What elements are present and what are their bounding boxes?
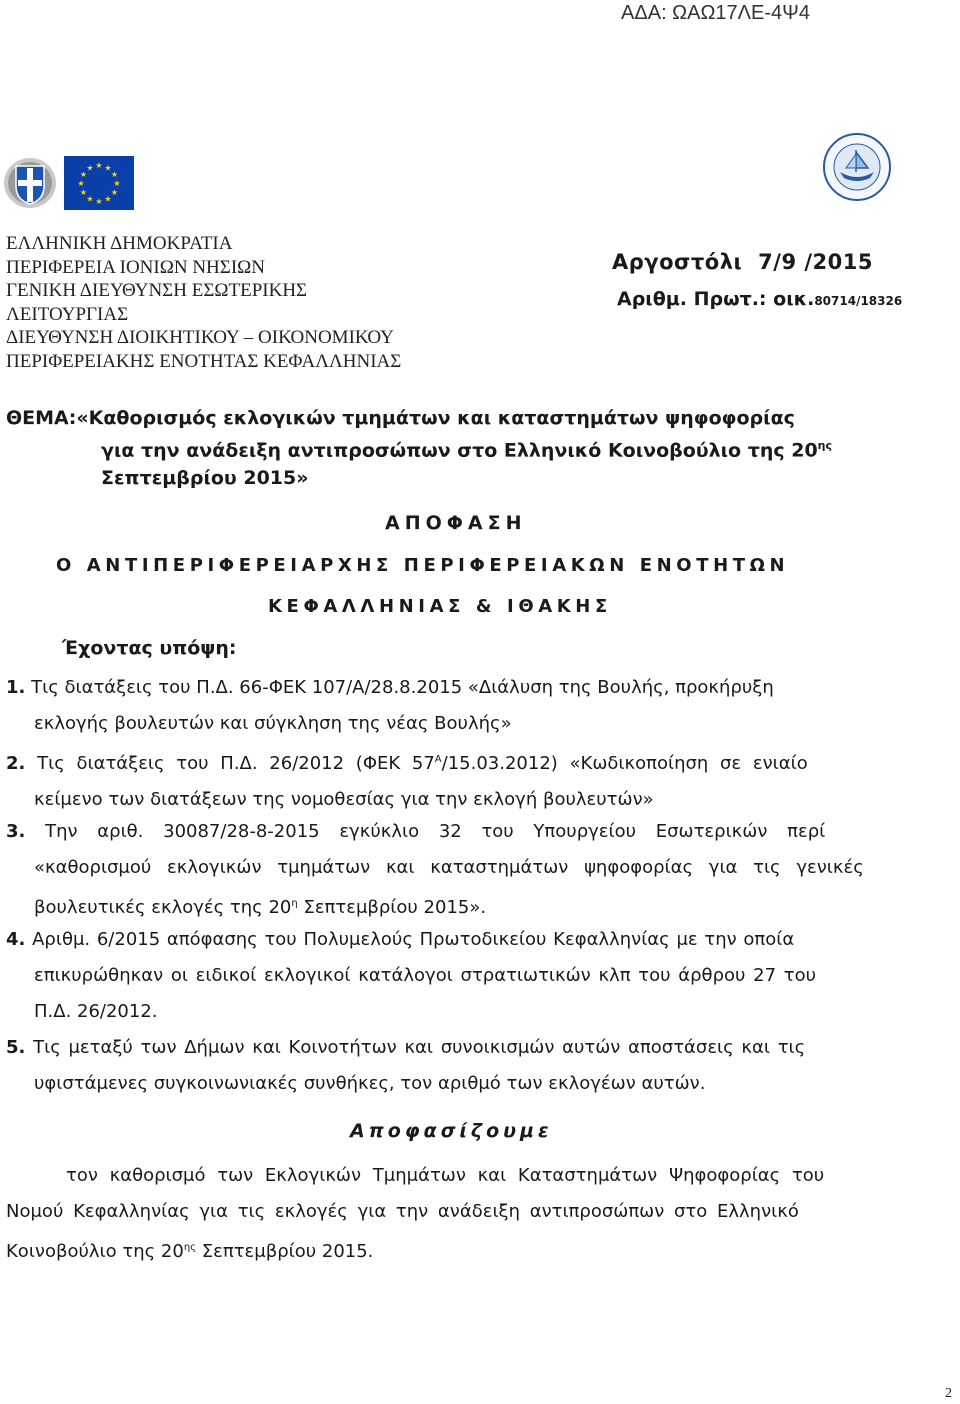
conclusion-line [6,1230,888,1270]
date-value: 7/9 /2015 [758,250,873,274]
item-text [6,886,888,926]
authority-line: ΛΕΙΤΟΥΡΓΙΑΣ [6,303,129,325]
svg-text:★: ★ [79,170,88,179]
svg-text:★: ★ [77,179,85,188]
svg-text:★: ★ [104,163,112,173]
ordinal-suffix: ης [183,1242,197,1253]
item-text: Τις διατάξεις του Π.Δ. 26/2012 (ΦΕΚ 57 [37,753,435,774]
svg-text:★: ★ [104,194,112,204]
considering-heading: Έχοντας υπόψη: [62,637,237,659]
conclusion-text: Κοινοβούλιο της 20 [6,1241,184,1262]
item-number: 5. [6,1037,26,1058]
authority-line: ΠΕΡΙΦΕΡΕΙΑ ΙΟΝΙΩΝ ΝΗΣΙΩΝ [6,256,265,278]
item-text: κείμενο των διατάξεων της νομοθεσίας για την εκλογή βουλευτών» [34,789,654,810]
item-superscript: Α [434,754,442,765]
date-label: Αργοστόλι [612,250,743,274]
decide-heading: Αποφασίζουμε [350,1120,553,1142]
item-text: Τις μεταξύ των Δήμων και Κοινοτήτων και συνοικισμών αυτών αποστάσεις και τις [33,1037,806,1058]
ada-code: ΑΔΑ: ΩΑΩ17ΛΕ-4Ψ4 [621,2,810,24]
authority-title: Ο ΑΝΤΙΠΕΡΙΦΕΡΕΙΑΡΧΗΣ ΠΕΡΙΦΕΡΕΙΑΚΩΝ ΕΝΟΤΗΤΩΝ [56,555,790,576]
subject-line: Σεπτεμβρίου 2015» [101,467,309,490]
svg-text:★: ★ [86,194,94,204]
protocol-number: 80714/18326 [814,294,903,308]
conclusion [6,1158,888,1270]
item-text: επικυρώθηκαν οι ειδικοί εκλογικοί κατάλογοι στρατιωτικών κλπ του άρθρου 27 του [34,965,817,986]
svg-text:★: ★ [79,188,88,197]
issuing-authority [6,232,401,374]
svg-text:★: ★ [110,170,119,179]
item-number: 1. [6,677,26,698]
authority-line: ΠΕΡΙΦΕΡΕΙΑΚΗΣ ΕΝΟΤΗΤΑΣ ΚΕΦΑΛΛΗΝΙΑΣ [6,350,402,372]
page-number: 2 [945,1386,952,1401]
svg-text:★: ★ [113,179,121,188]
list-item [6,742,888,818]
authority-subtitle: ΚΕΦΑΛΛΗΝΙΑΣ & ΙΘΑΚΗΣ [268,596,612,617]
list-item [6,814,888,926]
protocol-line [617,288,902,310]
eu-flag-logo [64,156,134,210]
list-item [6,1030,888,1102]
item-text: «καθορισμού εκλογικών τμημάτων και καταστημάτων ψηφοφορίας για τις γενικές [34,857,864,878]
conclusion-text: Σεπτεμβρίου 2015. [196,1241,374,1262]
decision-title: ΑΠΟΦΑΣΗ [385,512,527,534]
conclusion-line: τον καθορισμό των Εκλογικών Τμημάτων και Καταστημάτων Ψηφοφορίας του [66,1165,825,1186]
list-item [6,670,888,742]
greek-coat-of-arms-logo [2,156,58,210]
item-text: Τις διατάξεις του Π.Δ. 66-ΦΕΚ 107/Α/28.8.2015 «Διάλυση της Βουλής, προκήρυξη [31,677,774,698]
item-text: Π.Δ. 26/2012. [34,1001,158,1022]
date-line [612,250,873,274]
item-number: 4. [6,929,26,950]
subject-line: ΘΕΜΑ:«Καθορισμός εκλογικών τμημάτων και καταστημάτων ψηφοφορίας [6,407,795,429]
item-text: Αριθμ. 6/2015 απόφασης του Πολυμελούς Πρωτοδικείου Κεφαλληνίας με την οποία [32,929,795,950]
authority-line: ΓΕΝΙΚΗ ΔΙΕΥΘΥΝΣΗ ΕΣΩΤΕΡΙΚΗΣ [6,280,308,302]
item-text-part: Σεπτεμβρίου 2015». [297,897,487,918]
authority-line: ΔΙΕΥΘΥΝΣΗ ΔΙΟΙΚΗΤΙΚΟΥ – ΟΙΚΟΝΟΜΙΚΟΥ [6,327,394,349]
svg-text:★: ★ [95,161,103,170]
prefecture-seal-logo [822,132,892,202]
item-superscript: η [291,898,298,909]
conclusion-line: Νομού Κεφαλληνίας για τις εκλογές για την ανάδειξη αντιπροσώπων στο Ελληνικό [6,1201,799,1222]
ordinal-suffix: ης [817,439,833,452]
subject-line [6,432,946,464]
list-item [6,922,888,1030]
item-number: 3. [6,821,26,842]
svg-text:★: ★ [110,188,119,197]
item-text: /15.03.2012) «Κωδικοποίηση σε ενιαίο [441,753,808,774]
item-text-part: βουλευτικές εκλογές της 20 [34,897,292,918]
protocol-label: Αριθμ. Πρωτ.: οικ. [617,288,815,310]
item-text: εκλογής βουλευτών και σύγκληση της νέας Βουλής» [34,713,512,734]
svg-text:★: ★ [95,197,103,206]
svg-text:★: ★ [86,163,94,173]
authority-line: ΕΛΛΗΝΙΚΗ ΔΗΜΟΚΡΑΤΙΑ [6,233,233,254]
subject [6,404,946,492]
item-number: 2. [6,753,26,774]
subject-line-text: για την ανάδειξη αντιπροσώπων στο Ελληνικό Κοινοβούλιο της 20 [101,439,818,462]
item-text: Την αριθ. 30087/28-8-2015 εγκύκλιο 32 του Υπουργείου Εσωτερικών περί [45,821,826,842]
item-text: υφιστάμενες συγκοινωνιακές συνθήκες, τον αριθμό των εκλογέων αυτών. [34,1073,706,1094]
